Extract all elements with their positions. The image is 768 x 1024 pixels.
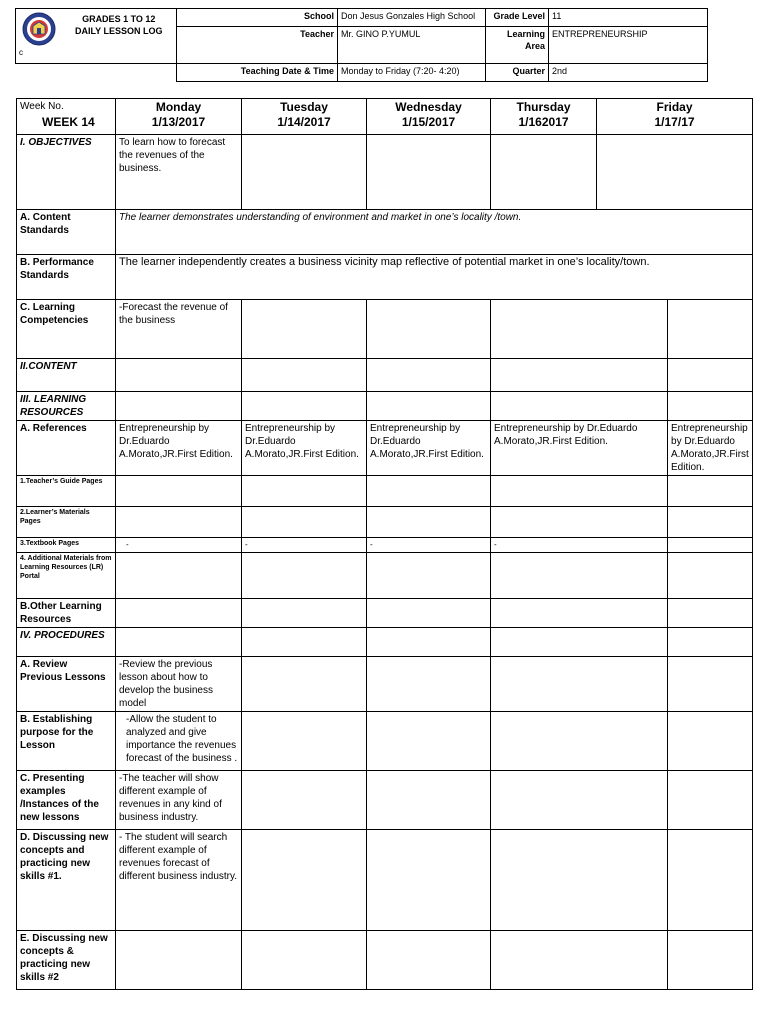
day-name: Tuesday [280,100,328,114]
review-friday [668,657,753,712]
resources-tuesday [242,392,367,421]
quarter-label: Quarter [486,64,549,82]
day-name: Thursday [516,100,571,114]
row-label-procedures: IV. PROCEDURES [17,628,116,657]
row-label-other-resources: B.Other Learning Resources [17,599,116,628]
additional-thursday [491,553,668,599]
objectives-monday: To learn how to forecast the revenues of the business. [116,135,242,210]
day-name: Friday [656,100,693,114]
row-label-teachers-guide: 1.Teacher’s Guide Pages [17,476,116,507]
other-resources-tuesday [242,599,367,628]
discussing-1-wednesday [367,830,491,931]
review-thursday [491,657,668,712]
purpose-thursday [491,712,668,771]
school-label: School [177,9,338,27]
document-title [62,9,177,64]
row-label-performance-standards: B. Performance Standards [17,255,116,300]
content-tuesday [242,359,367,392]
discussing-1-monday: - The student will search different example of revenues forecast of different business industry. [116,830,242,931]
week-value: WEEK 14 [42,115,95,129]
teaching-date-value: Monday to Friday (7:20- 4:20) [338,64,486,82]
discussing-2-thursday [491,931,668,990]
other-resources-thursday [491,599,668,628]
presenting-thursday [491,771,668,830]
other-resources-wednesday [367,599,491,628]
row-label-content-standards: A. Content Standards [17,210,116,255]
daily-lesson-log-table [16,98,753,990]
row-label-objectives: I. OBJECTIVES [17,135,116,210]
row-label-competencies: C. Learning Competencies [17,300,116,359]
learners-materials-wednesday [367,507,491,538]
objectives-friday [597,135,753,210]
row-label-review: A. Review Previous Lessons [17,657,116,712]
resources-wednesday [367,392,491,421]
row-label-textbook: 3.Textbook Pages [17,538,116,553]
row-label-resources: III. LEARNING RESOURCES [17,392,116,421]
purpose-friday [668,712,753,771]
resources-monday [116,392,242,421]
review-wednesday [367,657,491,712]
learning-area-label: Learning Area [486,27,549,64]
deped-seal-icon [22,12,56,46]
day-name: Monday [155,100,202,114]
grade-level-label: Grade Level [486,9,549,27]
objectives-wednesday [367,135,491,210]
discussing-2-friday [668,931,753,990]
presenting-friday [668,771,753,830]
row-label-discussing-1: D. Discussing new concepts and practicing new skills #1. [17,830,116,931]
day-date: 1/13/2017 [151,115,206,129]
row-label-presenting: C. Presenting examples /Instances of the new lessons [17,771,116,830]
presenting-monday: -The teacher will show different example of revenues in any kind of business industry. [116,771,242,830]
blank-cell [16,64,177,82]
title-line1: GRADES 1 TO 12 [82,14,156,24]
day-header-thursday [491,99,597,135]
day-header-monday [116,99,242,135]
grade-level-value: 11 [549,9,708,27]
week-label: Week No. [20,101,64,112]
textbook-friday [668,538,753,553]
competencies-friday [668,300,753,359]
discussing-2-tuesday [242,931,367,990]
discussing-1-thursday [491,830,668,931]
resources-thursday [491,392,668,421]
references-friday: Entrepreneurship by Dr.Eduardo A.Morato,JR.First Edition. [668,421,753,476]
references-thursday: Entrepreneurship by Dr.Eduardo A.Morato,JR.First Edition. [491,421,668,476]
resources-friday [668,392,753,421]
day-date: 1/162017 [518,115,569,129]
day-date: 1/17/17 [654,115,695,129]
procedures-tuesday [242,628,367,657]
content-thursday [491,359,668,392]
quarter-value: 2nd [549,64,708,82]
learning-area-value: ENTREPRENEURSHIP [549,27,708,64]
additional-monday [116,553,242,599]
textbook-wednesday: - [367,538,491,553]
teachers-guide-wednesday [367,476,491,507]
content-monday [116,359,242,392]
day-header-friday [597,99,753,135]
review-tuesday [242,657,367,712]
stray-character: c [19,48,23,57]
teachers-guide-thursday [491,476,668,507]
objectives-thursday [491,135,597,210]
week-cell [17,99,116,135]
teachers-guide-tuesday [242,476,367,507]
textbook-monday: - [116,538,242,553]
day-date: 1/15/2017 [401,115,456,129]
other-resources-friday [668,599,753,628]
discussing-2-monday [116,931,242,990]
presenting-wednesday [367,771,491,830]
day-date: 1/14/2017 [277,115,331,129]
day-header-wednesday [367,99,491,135]
procedures-friday [668,628,753,657]
additional-wednesday [367,553,491,599]
logo-cell [16,9,62,64]
learners-materials-friday [668,507,753,538]
teachers-guide-friday [668,476,753,507]
row-label-content: II.CONTENT [17,359,116,392]
objectives-tuesday [242,135,367,210]
procedures-wednesday [367,628,491,657]
header-table [15,8,708,82]
procedures-monday [116,628,242,657]
competencies-monday: -Forecast the revenue of the business [116,300,242,359]
competencies-thursday [491,300,668,359]
learners-materials-tuesday [242,507,367,538]
content-friday [668,359,753,392]
row-label-additional-materials: 4. Additional Materials from Learning Resources (LR) Portal [17,553,116,599]
textbook-tuesday: - [242,538,367,553]
row-label-learners-materials: 2.Learner’s Materials Pages [17,507,116,538]
discussing-1-tuesday [242,830,367,931]
additional-friday [668,553,753,599]
competencies-wednesday [367,300,491,359]
teaching-date-label: Teaching Date & Time [177,64,338,82]
teachers-guide-monday [116,476,242,507]
learners-materials-monday [116,507,242,538]
performance-standards-text: The learner independently creates a business vicinity map reflective of potential market in one’s locality/town. [116,255,753,300]
discussing-1-friday [668,830,753,931]
row-label-references: A. References [17,421,116,476]
row-label-purpose: B. Establishing purpose for the Lesson [17,712,116,771]
references-monday: Entrepreneurship by Dr.Eduardo A.Morato,JR.First Edition. [116,421,242,476]
purpose-tuesday [242,712,367,771]
day-name: Wednesday [395,100,462,114]
presenting-tuesday [242,771,367,830]
learners-materials-thursday [491,507,668,538]
row-label-discussing-2: E. Discussing new concepts & practicing new skills #2 [17,931,116,990]
other-resources-monday [116,599,242,628]
textbook-thursday: - [491,538,668,553]
teacher-value: Mr. GINO P.YUMUL [338,27,486,64]
purpose-monday: -Allow the student to analyzed and give importance the revenues forecast of the business . [116,712,242,771]
day-header-tuesday [242,99,367,135]
discussing-2-wednesday [367,931,491,990]
review-monday: -Review the previous lesson about how to develop the business model [116,657,242,712]
references-wednesday: Entrepreneurship by Dr.Eduardo A.Morato,JR.First Edition. [367,421,491,476]
title-line2: DAILY LESSON LOG [74,26,163,36]
competencies-tuesday [242,300,367,359]
purpose-wednesday [367,712,491,771]
additional-tuesday [242,553,367,599]
procedures-thursday [491,628,668,657]
content-standards-text: The learner demonstrates understanding of environment and market in one’s locality /town. [116,210,753,255]
teacher-label: Teacher [177,27,338,64]
content-wednesday [367,359,491,392]
references-tuesday: Entrepreneurship by Dr.Eduardo A.Morato,JR.First Edition. [242,421,367,476]
school-value: Don Jesus Gonzales High School [338,9,486,27]
